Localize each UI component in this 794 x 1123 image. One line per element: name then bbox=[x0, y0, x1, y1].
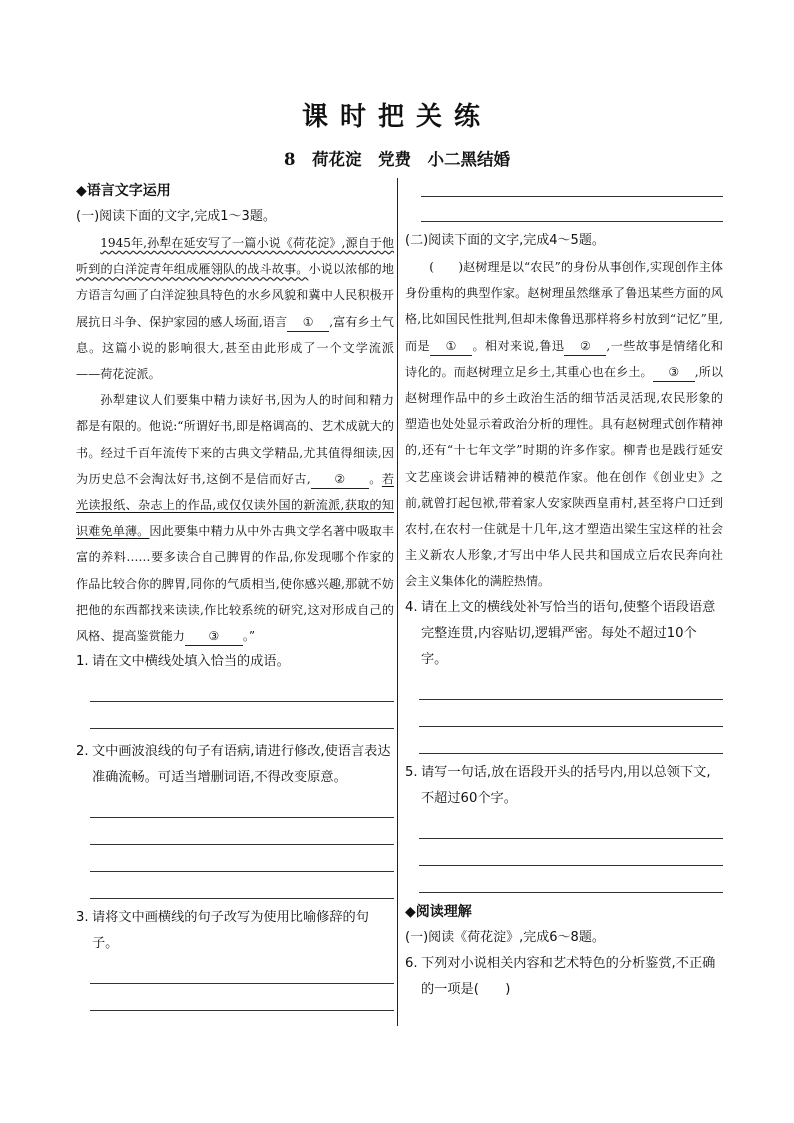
fill-blank-2[interactable]: ② bbox=[311, 470, 369, 489]
lesson-subtitle: 8 荷花淀 党费 小二黑结婚 bbox=[284, 150, 510, 169]
question-6 bbox=[405, 951, 723, 1003]
answer-line[interactable] bbox=[419, 727, 723, 754]
column-divider bbox=[397, 178, 398, 1026]
question-text: 请将文中画横线的句子改写为使用比喻修辞的句子。 bbox=[92, 910, 369, 952]
fill-blank-3[interactable]: ③ bbox=[185, 627, 243, 646]
question-4 bbox=[405, 595, 723, 673]
answer-line[interactable] bbox=[90, 872, 394, 899]
question-text: 文中画波浪线的句子有语病,请进行修改,使语言表达准确流畅。可适当增删词语,不得改变原意。 bbox=[92, 744, 391, 786]
answer-line[interactable] bbox=[419, 866, 723, 893]
question-text: 请在文中横线处填入恰当的成语。 bbox=[92, 654, 290, 670]
passage-text: ,富有乡土气息。这篇小说的影响很大,甚至由此形成了一个文学流派——荷花淀派。 bbox=[76, 314, 394, 382]
answer-line[interactable] bbox=[90, 845, 394, 872]
passage-text: ,所以赵树理作品中的乡土政治生活的细节活灵活现,农民形象的塑造也处处显示着政治分析的理性。具有赵树理式创作精神的,还有“十七年文学”时期的许多作家。柳青也是践行延安文艺座谈会讲话精神的模范作家。他在创作《创业史》之前,就曾打起包袱,带着家人安家陕西皇甫村,甚至将户口迁到农村,在农村一住就是十几年,这才塑造出梁生宝这样的社会主义新农人形象,才写出中华人民共和国成立后农民奔向社会主义集体化的满腔热情。 bbox=[405, 364, 723, 589]
passage-text: 。相对来说,鲁迅 bbox=[472, 338, 565, 353]
wavy-underlined-sentence: 1945年,孙犁在延安写了一篇小说《荷花淀》,源自于他听到的白洋淀青年组成雁翎队的战斗故事。 bbox=[76, 236, 394, 277]
passage2-paragraph bbox=[405, 254, 723, 595]
answer-line[interactable] bbox=[419, 700, 723, 727]
page-title: 课时把关练 bbox=[301, 102, 492, 132]
answer-line[interactable] bbox=[90, 675, 394, 702]
passage-text: 。 bbox=[368, 471, 382, 486]
question-number: 5. bbox=[405, 764, 418, 780]
passage-text: ,一些故事是情绪化和诗化的。而赵树理立足乡土,其重心也在乡土。 bbox=[405, 338, 723, 379]
passage-text: 小说以浓郁的地方语言勾画了白洋淀独具特色的水乡风貌和冀中人民积极开展抗日斗争、保护家园的感人场面,语言 bbox=[76, 262, 394, 329]
passage1-paragraph2 bbox=[76, 387, 394, 649]
answer-line[interactable] bbox=[90, 818, 394, 845]
passage1-paragraph1 bbox=[76, 230, 394, 387]
answer-line[interactable] bbox=[90, 791, 394, 818]
question-1 bbox=[76, 649, 394, 675]
right-column bbox=[405, 178, 723, 1003]
question-number: 4. bbox=[405, 599, 418, 615]
answer-line[interactable] bbox=[90, 702, 394, 729]
answer-line[interactable] bbox=[419, 673, 723, 700]
question-number: 6. bbox=[405, 955, 418, 971]
passage-text: 孙犁建议人们要集中精力读好书,因为人的时间和精力都是有限的。他说:“所谓好书,即是格调高的、艺术成就大的书。经过千百年流传下来的古典文学精品,尤其值得细读,因为历史总不会淘汰好书,这倒不是信而好古, bbox=[76, 393, 394, 486]
section-heading-reading: ◆阅读理解 bbox=[405, 903, 472, 920]
question-3 bbox=[76, 905, 394, 957]
fill-blank-1[interactable]: ① bbox=[287, 313, 329, 332]
fill-blank-1[interactable]: ① bbox=[430, 337, 472, 356]
passage-text: 因此要集中精力从中外古典文学名著中吸取丰富的养料……要多读合自己脾胃的作品,你发现哪个作家的作品比较合你的脾胃,同你的气质相当,使你感兴趣,那就不妨把他的东西都找来读读,作比较系统的研究,这对形成自己的风格、提高鉴赏能力 bbox=[76, 524, 394, 644]
part2-instruction: (二)阅读下面的文字,完成4～5题。 bbox=[405, 233, 605, 248]
part3-instruction: (一)阅读《荷花淀》,完成6～8题。 bbox=[405, 929, 605, 945]
passage-text: ( )赵树理是以“农民”的身份从事创作,实现创作主体身份重构的典型作家。赵树理虽然继承了鲁迅某些方面的风格,比如国民性批判,但却未像鲁迅那样将乡村放到“记忆”里,而是 bbox=[405, 260, 723, 353]
answer-line[interactable] bbox=[419, 839, 723, 866]
underlined-sentence: 若光读报纸、杂志上的作品,或仅仅读外国的新流派,获取的知识难免单薄。 bbox=[76, 471, 394, 539]
question-text: 下列对小说相关内容和艺术特色的分析鉴赏,不正确的一项是( ) bbox=[421, 955, 716, 997]
part1-instruction: (一)阅读下面的文字,完成1～3题。 bbox=[76, 209, 276, 224]
question-number: 1. bbox=[76, 654, 89, 670]
left-column bbox=[76, 178, 394, 1011]
section-heading-language: ◆语言文字运用 bbox=[76, 183, 171, 199]
question-number: 3. bbox=[76, 910, 89, 926]
question-text: 请在上文的横线处补写恰当的语句,使整个语段语意完整连贯,内容贴切,逻辑严密。每处不超过10个字。 bbox=[421, 599, 716, 667]
question-number: 2. bbox=[76, 744, 89, 760]
answer-line[interactable] bbox=[90, 957, 394, 984]
answer-line[interactable] bbox=[90, 984, 394, 1011]
question-5 bbox=[405, 760, 723, 812]
answer-line[interactable] bbox=[421, 178, 723, 197]
question-2 bbox=[76, 739, 394, 791]
fill-blank-2[interactable]: ② bbox=[564, 337, 606, 356]
answer-line[interactable] bbox=[419, 812, 723, 839]
passage-text: 。” bbox=[242, 629, 256, 644]
fill-blank-3[interactable]: ③ bbox=[653, 363, 695, 382]
answer-line[interactable] bbox=[421, 197, 723, 222]
question-text: 请写一句话,放在语段开头的括号内,用以总领下文,不超过60个字。 bbox=[421, 764, 711, 806]
